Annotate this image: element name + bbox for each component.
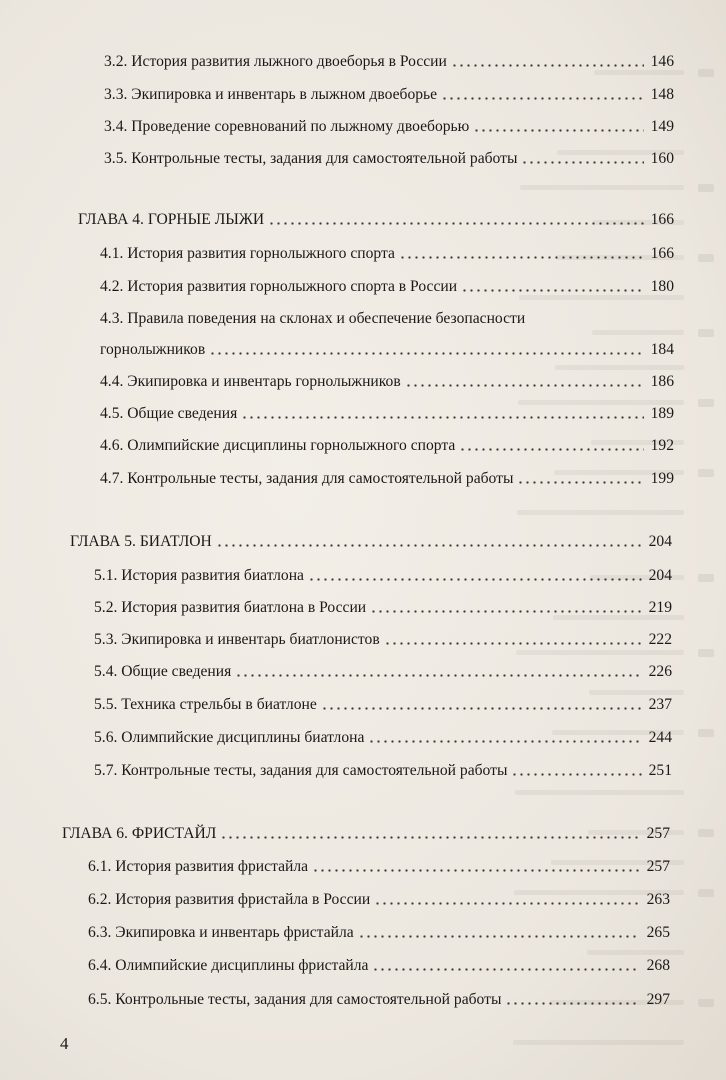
dot-leader [368,740,642,743]
toc-entry-page: 166 [650,211,674,228]
dot-leader [209,352,644,355]
toc-entry-page: 184 [650,341,674,358]
toc-entry-page: 192 [650,437,674,454]
dot-leader [517,481,644,484]
show-through-number [698,184,714,192]
toc-entry [100,277,674,297]
toc-entry-title: 5.3. Экипировка и инвентарь биатлонистов [94,631,380,648]
toc-chapter [70,532,672,552]
toc-entry-title: 5.1. История развития биатлона [94,567,304,584]
toc-entry-page: 186 [650,373,674,390]
toc-chapter [62,824,670,844]
toc-entry-page: 204 [648,533,672,550]
toc-entry [88,956,670,976]
dot-leader [374,902,640,905]
dot-leader [511,773,642,776]
toc-entry-title: 4.5. Общие сведения [100,405,238,422]
dot-leader [451,64,644,67]
toc-entry-title: 4.4. Экипировка и инвентарь горнолыжников [100,373,401,390]
toc-entry [94,566,672,586]
toc-entry-page: 204 [648,567,672,584]
toc-entry-title: горнолыжников [100,341,206,358]
toc-chapter [78,210,674,230]
toc-entry [88,890,670,910]
toc-entry [100,469,674,489]
toc-entry-title: 4.1. История развития горнолыжного спорта [100,245,395,262]
dot-leader [268,222,644,225]
dot-leader [220,836,640,839]
toc-entry [94,662,672,682]
dot-leader [461,289,644,292]
toc-entry-title: 3.4. Проведение соревнований по лыжному двоеборью [104,118,470,135]
toc-entry-page: 180 [650,278,674,295]
show-through-number [698,254,714,262]
show-through-number [698,329,714,337]
show-through-number [698,69,714,77]
show-through-number [698,399,714,407]
toc-entry [88,923,670,943]
toc-entry-title: 6.2. История развития фристайла в России [88,891,371,908]
toc-entry-page: 149 [650,118,674,135]
dot-leader [405,384,644,387]
dot-leader [399,256,644,259]
show-through-number [698,889,714,897]
toc-entry [100,244,674,264]
show-through-line [592,330,684,335]
toc-entry [88,857,670,877]
toc-entry-page: 257 [646,825,670,842]
toc-entry-title: 5.4. Общие сведения [94,663,232,680]
toc-entry-title: 4.6. Олимпийские дисциплины горнолыжного спорта [100,437,456,454]
toc-entry-page: 219 [648,599,672,616]
toc-entry [100,309,674,329]
toc-entry-title: 5.2. История развития биатлона в России [94,599,367,616]
toc-entry-title: 3.5. Контрольные тесты, задания для самостоятельной работы [104,150,518,167]
dot-leader [216,544,642,547]
toc-entry [88,990,670,1010]
show-through-number [698,649,714,657]
toc-entry [94,761,672,781]
chapter-title: ГЛАВА 5. БИАТЛОН [70,533,212,550]
dot-leader [235,674,642,677]
page-number: 4 [60,1034,69,1053]
toc-entry-title: 6.4. Олимпийские дисциплины фристайла [88,957,369,974]
toc-entry-page: 237 [648,696,672,713]
toc-entry-title: 4.7. Контрольные тесты, задания для самостоятельной работы [100,470,514,487]
toc-entry-page: 146 [650,53,674,70]
toc-entry-page: 257 [646,858,670,875]
toc-entry-page: 199 [650,470,674,487]
toc-entry-title: 5.6. Олимпийские дисциплины биатлона [94,729,365,746]
dot-leader [384,642,642,645]
toc-entry-continuation [100,340,674,360]
show-through-line [513,1040,684,1045]
toc-entry [100,372,674,392]
show-through-number [698,999,714,1007]
toc-entry-page: 251 [648,762,672,779]
toc-entry-page: 160 [650,150,674,167]
toc-entry-title: 4.2. История развития горнолыжного спорта в России [100,278,458,295]
toc-entry [94,630,672,650]
dot-leader [505,1002,640,1005]
show-through-number [698,574,714,582]
toc-entry-page: 244 [648,729,672,746]
show-through-number [698,729,714,737]
toc-entry [100,436,674,456]
dot-leader [370,610,642,613]
toc-entry-page: 268 [646,957,670,974]
toc-entry [104,52,674,72]
dot-leader [459,448,644,451]
toc-entry [104,85,674,105]
toc-entry-title: 6.3. Экипировка и инвентарь фристайла [88,924,354,941]
show-through-line [587,950,684,955]
toc-entry-page: 226 [648,663,672,680]
show-through-line [517,510,684,515]
toc-entry [94,728,672,748]
toc-entry-page: 263 [646,891,670,908]
toc-entry-title: 6.5. Контрольные тесты, задания для самостоятельной работы [88,991,502,1008]
toc-entry [104,149,674,169]
dot-leader [358,935,640,938]
dot-leader [321,707,642,710]
toc-entry-page: 265 [646,924,670,941]
chapter-title: ГЛАВА 4. ГОРНЫЕ ЛЫЖИ [78,211,265,228]
toc-entry [104,117,674,137]
toc-entry-title: 5.7. Контрольные тесты, задания для самостоятельной работы [94,762,508,779]
dot-leader [473,129,644,132]
toc-entry-title: 3.2. История развития лыжного двоеборья в России [104,53,447,70]
toc-entry-title: 4.3. Правила поведения на склонах и обеспечение безопасности [100,310,526,327]
chapter-title: ГЛАВА 6. ФРИСТАЙЛ [62,825,217,842]
toc-entry-title: 5.5. Техника стрельбы в биатлоне [94,696,317,713]
dot-leader [521,161,644,164]
dot-leader [441,97,644,100]
show-through-line [515,790,684,795]
toc-entry-page: 189 [650,405,674,422]
dot-leader [372,968,640,971]
toc-entry [94,695,672,715]
dot-leader [312,869,640,872]
toc-entry-page: 222 [648,631,672,648]
show-through-line [520,185,684,190]
toc-entry [94,598,672,618]
dot-leader [241,416,644,419]
show-through-number [698,469,714,477]
toc-entry [100,404,674,424]
toc-entry-page: 148 [650,86,674,103]
dot-leader [308,578,642,581]
show-through-number [698,829,714,837]
toc-entry-page: 166 [650,245,674,262]
show-through-line [555,365,684,370]
show-through-line [516,650,684,655]
toc-entry-page: 297 [646,991,670,1008]
toc-entry-title: 3.3. Экипировка и инвентарь в лыжном двоеборье [104,86,438,103]
toc-entry-title: 6.1. История развития фристайла [88,858,309,875]
